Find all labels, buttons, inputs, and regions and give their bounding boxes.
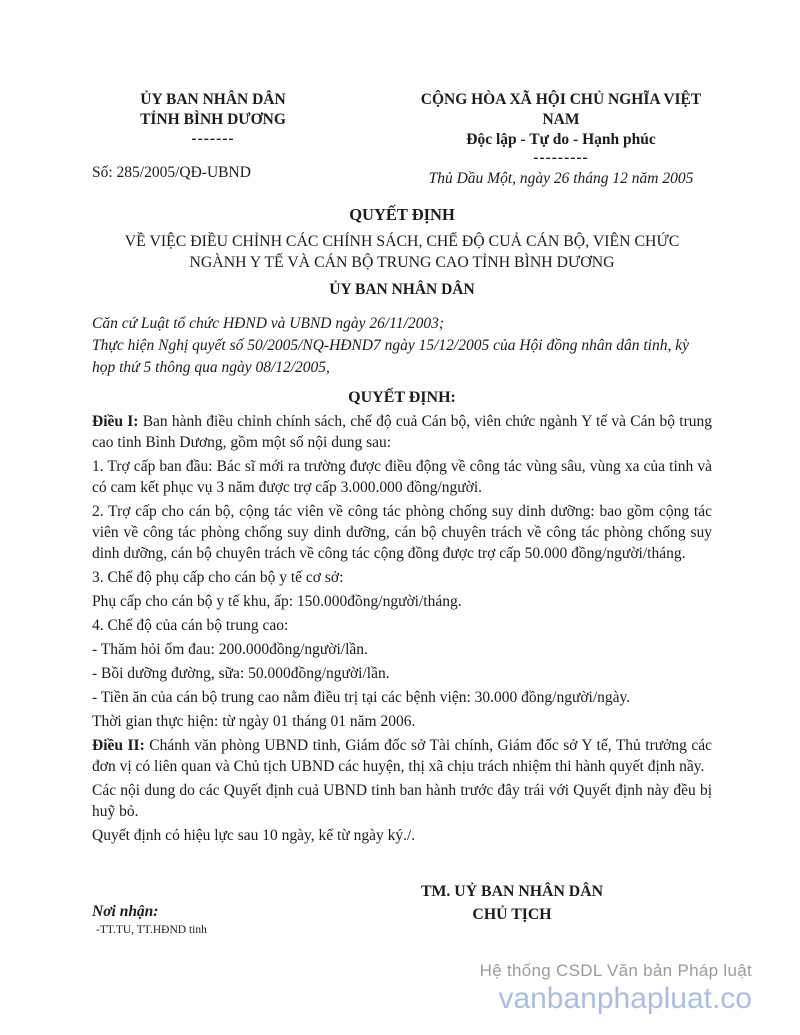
signature-block: [352, 880, 672, 926]
issuing-authority-line2: TỈNH BÌNH DƯƠNG: [140, 111, 286, 128]
document-subtitle-line1: VỀ VIỆC ĐIỀU CHỈNH CÁC CHÍNH SÁCH, CHẾ ĐỘ CUẢ CÁN BỘ, VIÊN CHỨC: [124, 233, 680, 250]
body-paragraph: [92, 567, 712, 588]
article-2-text: Chánh văn phòng UBND tinh, Giám đốc sở Tài chính, Giám đốc sở Y tế, Thủ trưởng các đơn vị có liên quan và Chủ tịch UBND các huyện, thị xã chịu trách nhiệm thi hành quyết định nầy.: [92, 737, 712, 775]
document-number: Số: 285/2005/QĐ-UBND: [92, 164, 251, 181]
body-paragraph: [92, 615, 712, 636]
issuer-name: ỦY BAN NHÂN DÂN: [329, 281, 475, 298]
watermark: [480, 962, 752, 1015]
paragraph-text: Phụ cấp cho cán bộ y tế khu, ấp: 150.000đồng/người/tháng.: [92, 593, 462, 610]
body-paragraph: [92, 687, 712, 708]
body-paragraph: [92, 501, 712, 564]
document-content: [92, 90, 712, 846]
paragraph-text: Thời gian thực hiện: từ ngày 01 tháng 01 năm 2006.: [92, 713, 416, 730]
article-2-paragraph: [92, 735, 712, 777]
recipients-list: -TT.TU, TT.HĐND tinh: [96, 924, 207, 936]
article-1-paragraph: [92, 411, 712, 453]
paragraph-text: 1. Trợ cấp ban đầu: Bác sĩ mới ra trường được điều động về công tác vùng sâu, vùng xa của tinh và có cam kết phục vụ 3 năm được trợ cấp 3.000.000 đồng/người.: [92, 458, 712, 496]
preamble-line2: Thực hiện Nghị quyết số 50/2005/NQ-HĐND7 ngày 15/12/2005 của Hội đồng nhân dân tinh, kỳ họp thứ 5 thông qua ngày 08/12/2005,: [92, 337, 689, 376]
preamble: [92, 313, 712, 379]
paragraph-text: - Bồi dưỡng đường, sữa: 50.000đồng/người/lần.: [92, 665, 390, 682]
body-paragraph: [92, 591, 712, 612]
left-divider-dashes: -------: [191, 130, 235, 147]
national-heading-block: [410, 90, 712, 188]
body-paragraph: [92, 780, 712, 822]
right-divider-dashes: ---------: [533, 149, 589, 166]
national-motto-line2: NAM: [542, 111, 580, 128]
recipients-label: Nơi nhận:: [92, 903, 159, 920]
body-paragraph: [92, 663, 712, 684]
document-header: [92, 90, 712, 188]
body-paragraph: [92, 639, 712, 660]
issuing-authority-block: [92, 90, 334, 188]
paragraph-text: - Tiền ăn của cán bộ trung cao nằm điều trị tại các bệnh viện: 30.000 đồng/người/ngày.: [92, 689, 631, 706]
issuing-authority-line1: ỦY BAN NHÂN DÂN: [140, 91, 286, 108]
watermark-source-text: Hệ thống CSDL Văn bản Pháp luật: [479, 961, 752, 981]
title-block: [92, 204, 712, 300]
body-paragraph: [92, 456, 712, 498]
signature-authority: TM. UỶ BAN NHÂN DÂN: [420, 883, 604, 900]
paragraph-text: 2. Trợ cấp cho cán bộ, cộng tác viên về công tác phòng chống suy dinh dưỡng: bao gồm cộng tác viên về công tác phòng chống suy dinh dưỡng, cán bộ chuyên trách về công tác phòng chống suy dinh dưỡng, cán bộ chuyên trách về công tác cộng đồng được trợ cấp 50.000 đồng/người/tháng.: [92, 503, 712, 562]
place-date-line: Thủ Dầu Một, ngày 26 tháng 12 năm 2005: [428, 170, 694, 187]
paragraph-text: Quyết định có hiệu lực sau 10 ngày, kể từ ngày ký./.: [92, 827, 416, 844]
preamble-line1: Căn cứ Luật tổ chức HĐND và UBND ngày 26/11/2003;: [92, 315, 444, 332]
paragraph-text: Các nội dung do các Quyết định cuả UBND tinh ban hành trước đây trái với Quyết định này đều bị huỹ bỏ.: [92, 782, 712, 820]
paragraph-text: - Thăm hỏi ốm đau: 200.000đồng/người/lần.: [92, 641, 368, 658]
independence-motto: Độc lập - Tự do - Hạnh phúc: [466, 131, 656, 148]
document-title: QUYẾT ĐỊNH: [349, 205, 455, 224]
document-subtitle-line2: NGÀNH Y TẾ VÀ CÁN BỘ TRUNG CAO TỈNH BÌNH DƯƠNG: [189, 254, 615, 271]
paragraph-text: 3. Chế độ phụ cấp cho cán bộ y tế cơ sở:: [92, 569, 344, 586]
national-motto-line1: CỘNG HÒA XÃ HỘI CHỦ NGHĨA VIỆT: [420, 91, 702, 108]
article-2-label: Điều II:: [92, 737, 145, 754]
decision-heading: QUYẾT ĐỊNH:: [348, 389, 456, 406]
article-1-text: Ban hành điều chỉnh chính sách, chế độ cuả Cán bộ, viên chức ngành Y tế và Cán bộ trung cao tinh Bình Dương, gồm một số nội dung sau:: [92, 413, 712, 451]
article-1-label: Điều I:: [92, 413, 139, 430]
watermark-site-name: vanbanphapluat.co: [498, 982, 752, 1015]
body-paragraph: [92, 825, 712, 846]
document-body: [92, 411, 712, 846]
signature-title: CHỦ TỊCH: [472, 906, 552, 923]
paragraph-text: 4. Chế độ của cán bộ trung cao:: [92, 617, 289, 634]
body-paragraph: [92, 711, 712, 732]
